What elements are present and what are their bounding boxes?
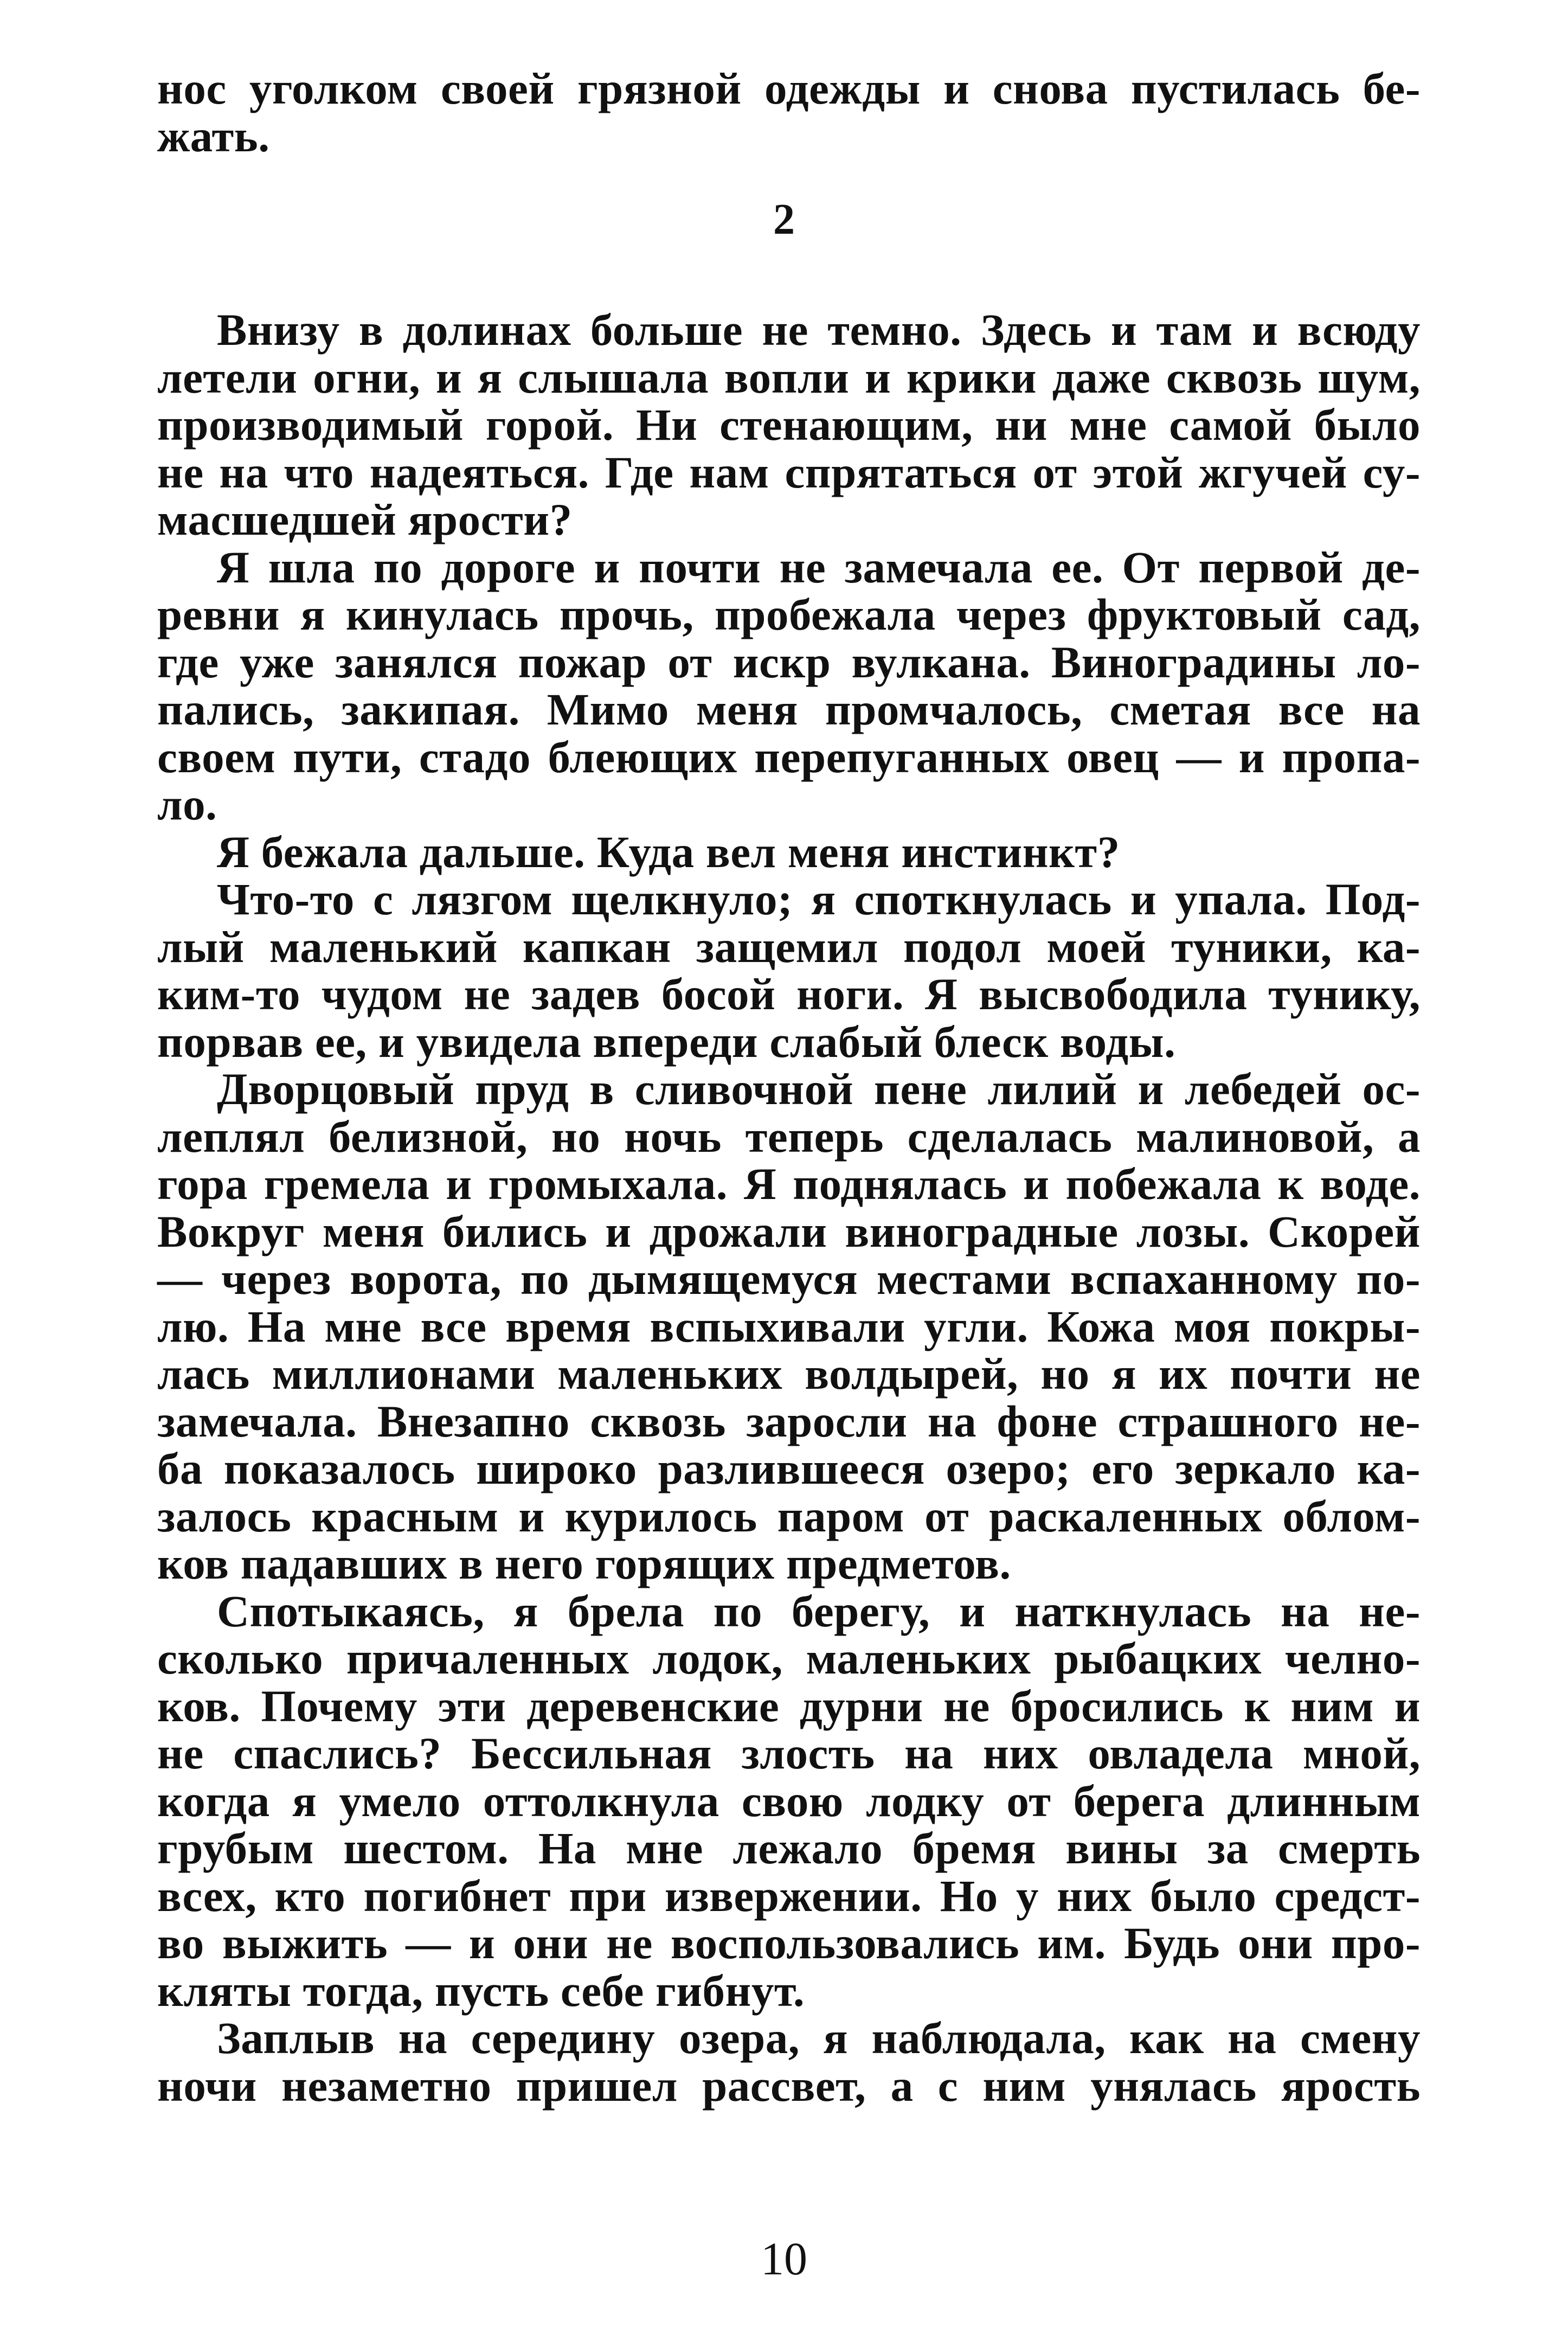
text-line: Я шла по дороге и почти не замечала ее. От первой де- xyxy=(217,542,1421,592)
paragraph xyxy=(157,826,1421,877)
text-line: летели огни, и я слышала вопли и крики даже сквозь шум, xyxy=(157,352,1421,402)
text-line: ло. xyxy=(157,779,217,829)
text-line: Дворцовый пруд в сливочной пене лилий и лебедей ос- xyxy=(217,1064,1421,1114)
text-line: кляты тогда, пусть себе гибнут. xyxy=(157,1965,805,2016)
chapter-number: 2 xyxy=(773,196,795,243)
opening-fragment xyxy=(157,65,1421,160)
text-line: во выжить — и они не воспользовались им. Будь они про- xyxy=(157,1918,1421,1968)
chapter-text xyxy=(157,306,1421,2109)
text-line: всех, кто погибнет при извержении. Но у них было средст- xyxy=(157,1870,1421,1921)
text-line: порвав ее, и увидела впереди слабый блеск воды. xyxy=(157,1016,1176,1067)
paragraph xyxy=(157,544,1421,829)
text-line: пались, закипая. Мимо меня промчалось, сметая все на xyxy=(157,684,1421,734)
text-line: гора гремела и громыхала. Я поднялась и побежала к воде. xyxy=(157,1159,1421,1209)
text-line: ревни я кинулась прочь, пробежала через фруктовый сад, xyxy=(157,589,1421,639)
text-line: Внизу в долинах больше не темно. Здесь и там и всюду xyxy=(217,305,1421,355)
text-line: сколько причаленных лодок, маленьких рыбацких челно- xyxy=(157,1633,1421,1683)
text-line: леплял белизной, но ночь теперь сделалась малиновой, а xyxy=(157,1111,1421,1162)
text-line: лась миллионами маленьких волдырей, но я их почти не xyxy=(157,1349,1421,1399)
text-line: ков падавших в него горящих предметов. xyxy=(157,1538,1011,1588)
text-line: лый маленький капкан защемил подол моей туники, ка- xyxy=(157,921,1421,972)
text-line: масшедшей ярости? xyxy=(157,495,573,544)
text-line: замечала. Внезапно сквозь заросли на фоне страшного не- xyxy=(157,1396,1421,1446)
text-line: — через ворота, по дымящемуся местами вспаханному по- xyxy=(157,1254,1421,1304)
text-line: не спаслись? Бессильная злость на них овладела мной, xyxy=(157,1728,1421,1778)
text-line: когда я умело оттолкнула свою лодку от берега длинным xyxy=(157,1775,1421,1826)
text-line: ким-то чудом не задев босой ноги. Я высвободила тунику, xyxy=(157,969,1421,1019)
text-line: Вокруг меня бились и дрожали виноградные лозы. Скорей xyxy=(157,1206,1421,1256)
text-line: залось красным и курилось паром от раскаленных облом- xyxy=(157,1491,1421,1541)
paragraph xyxy=(157,1066,1421,1588)
text-line: грубым шестом. На мне лежало бремя вины за смерть xyxy=(157,1823,1421,1873)
paragraph xyxy=(157,876,1421,1066)
text-line: Что-то с лязгом щелкнуло; я споткнулась и упала. Под- xyxy=(217,874,1421,924)
text-line: своем пути, стадо блеющих перепуганных овец — и пропа- xyxy=(157,732,1421,782)
text-line: Спотыкаясь, я брела по берегу, и наткнулась на не- xyxy=(217,1586,1421,1636)
text-line: не на что надеяться. Где нам спрятаться от этой жгучей су- xyxy=(157,447,1421,497)
text-line: нос уголком своей грязной одежды и снова пустилась бе- xyxy=(157,63,1421,113)
text-line: жать. xyxy=(157,111,270,161)
text-line: ночи незаметно пришел рассвет, а с ним унялась ярость xyxy=(157,2060,1421,2111)
text-line: Я бежала дальше. Куда вел меня инстинкт? xyxy=(217,826,1120,877)
paragraph xyxy=(157,1588,1421,2015)
text-line: ба показалось широко разлившееся озеро; его зеркало ка- xyxy=(157,1444,1421,1493)
text-line: Заплыв на середину озера, я наблюдала, как на смену xyxy=(217,2013,1421,2063)
text-line: лю. На мне все время вспыхивали угли. Кожа моя покры- xyxy=(157,1301,1421,1351)
text-line: где уже занялся пожар от искр вулкана. Виноградины ло- xyxy=(157,637,1421,687)
paragraph xyxy=(157,2015,1421,2109)
text-line: производимый горой. Ни стенающим, ни мне самой было xyxy=(157,400,1421,450)
page-number: 10 xyxy=(761,2233,807,2285)
paragraph xyxy=(157,306,1421,544)
text-line: ков. Почему эти деревенские дурни не бросились к ним и xyxy=(157,1681,1421,1731)
